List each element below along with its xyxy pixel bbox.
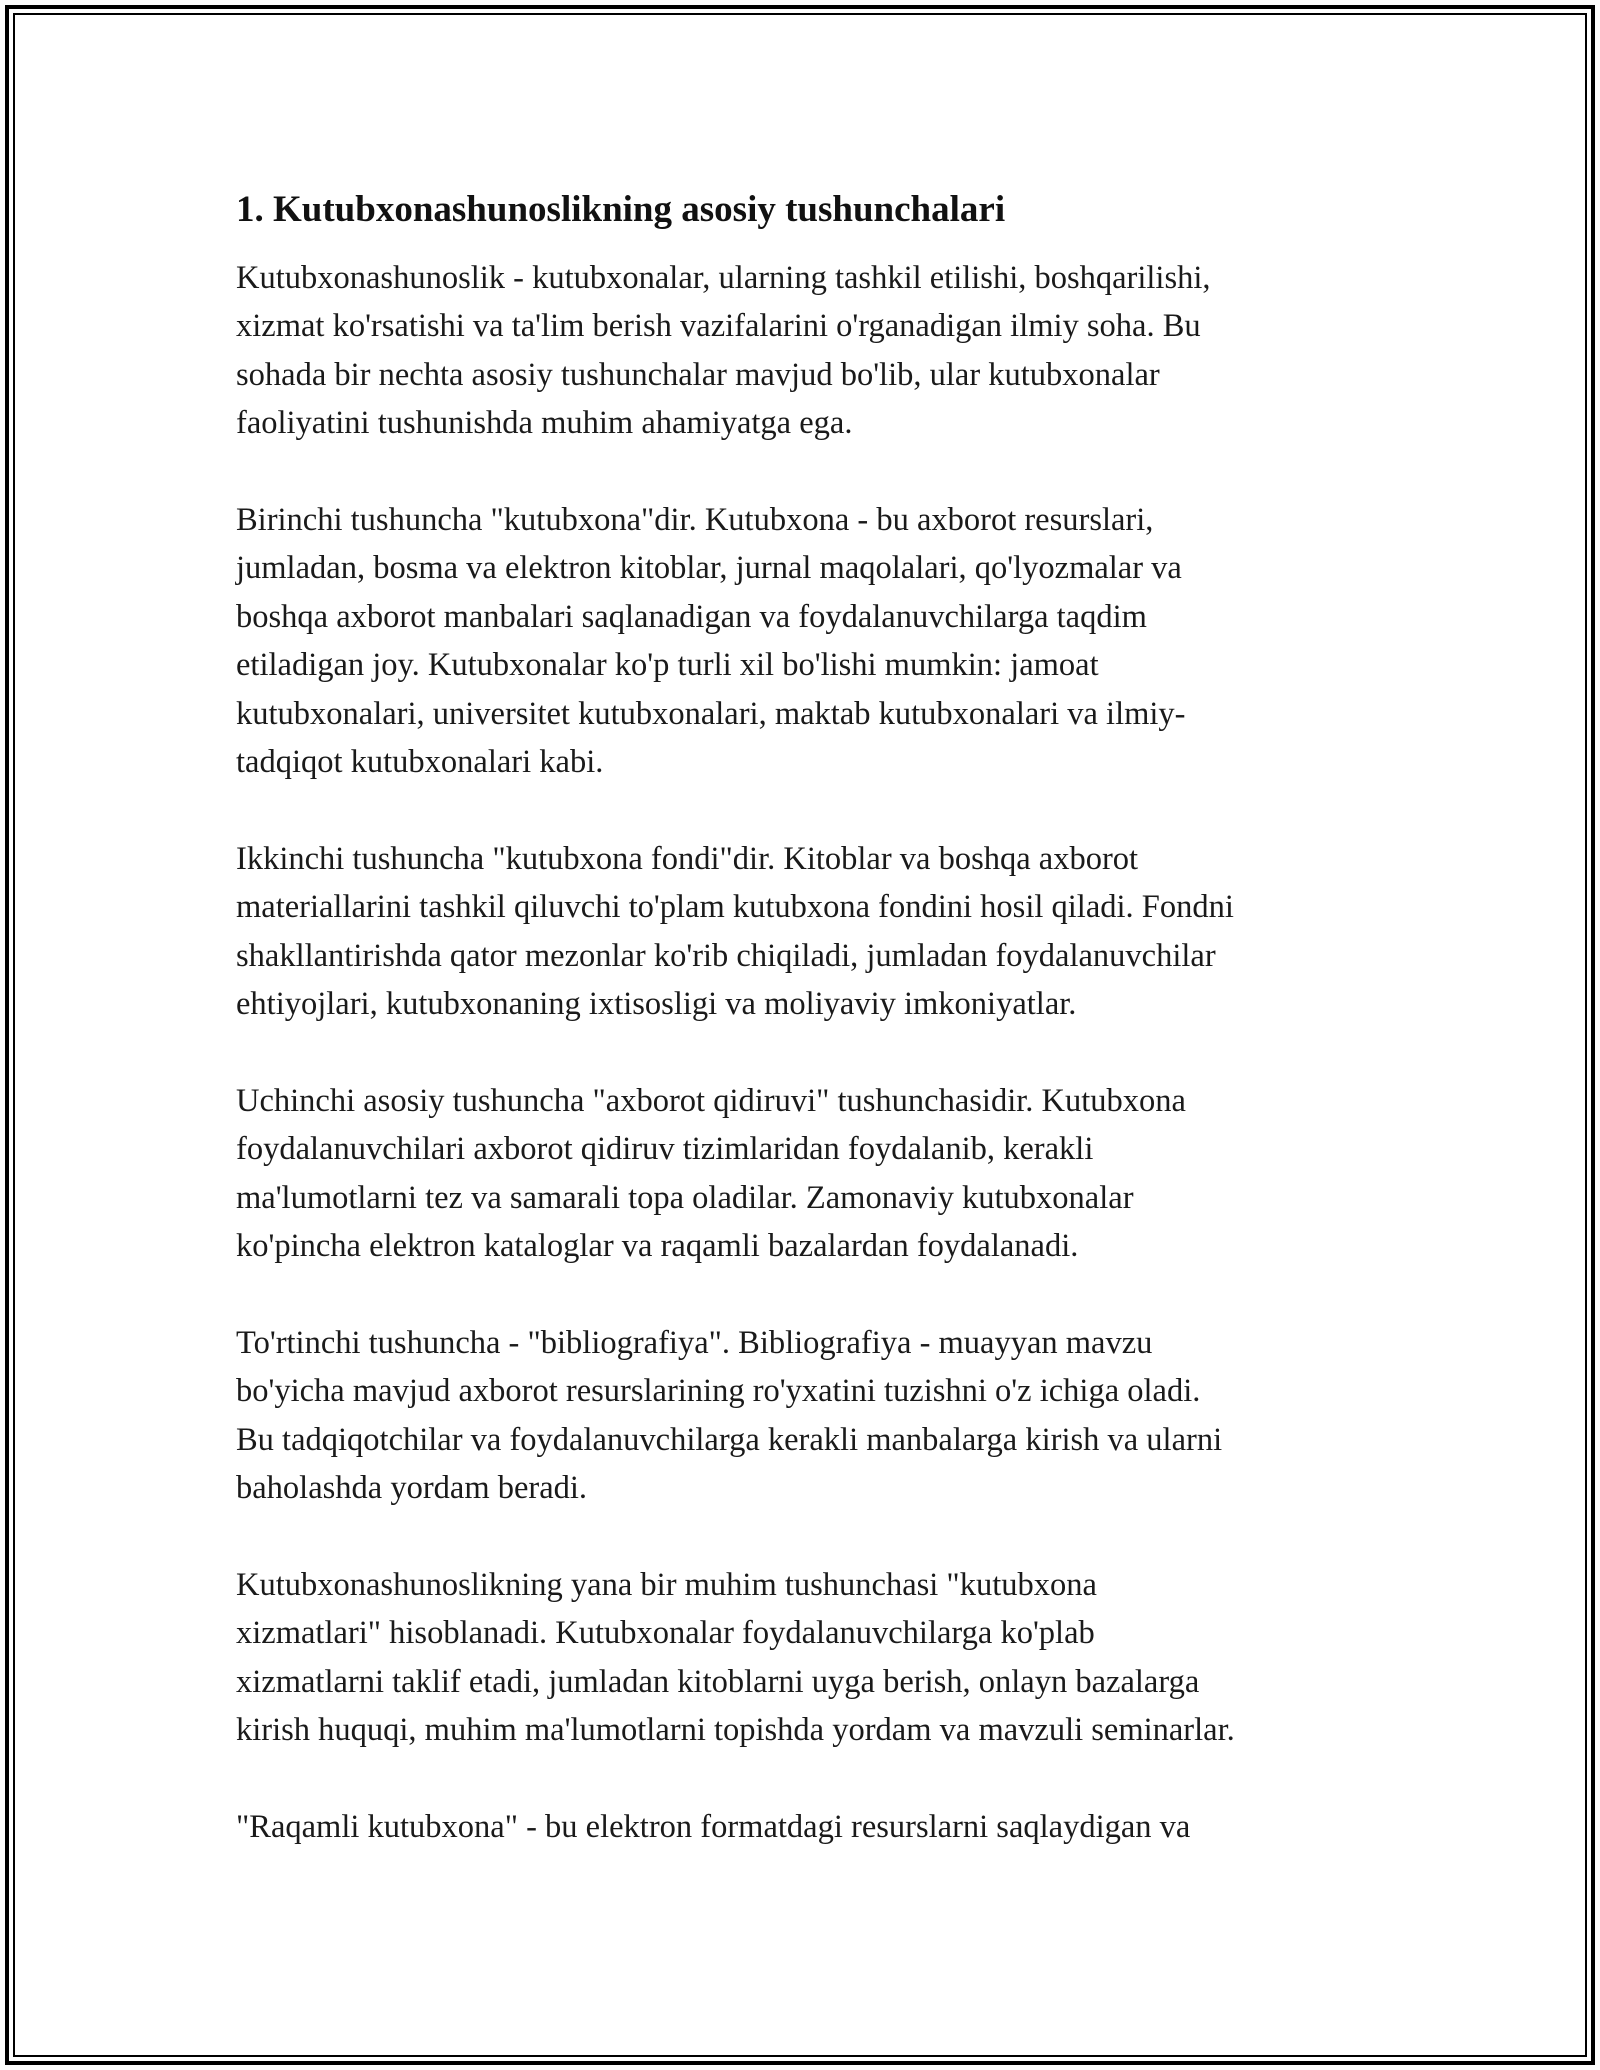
text-line: kirish huquqi, muhim ma'lumotlarni topishda yordam va mavzuli seminarlar. bbox=[236, 1712, 1235, 1749]
text-line: ehtiyojlari, kutubxonaning ixtisosligi va moliyaviy imkoniyatlar. bbox=[236, 986, 1077, 1023]
text-line: materiallarini tashkil qiluvchi to'plam kutubxona fondini hosil qiladi. Fondni bbox=[236, 889, 1234, 926]
text-line: sohada bir nechta asosiy tushunchalar mavjud bo'lib, ular kutubxonalar bbox=[236, 356, 1160, 393]
text-line: xizmatlarni taklif etadi, jumladan kitoblarni uyga berish, onlayn bazalarga bbox=[236, 1663, 1200, 1700]
text-line: foydalanuvchilari axborot qidiruv tizimlaridan foydalanib, kerakli bbox=[236, 1131, 1094, 1168]
text-line: tadqiqot kutubxonalari kabi. bbox=[236, 744, 604, 781]
text-line: boshqa axborot manbalari saqlanadigan va foydalanuvchilarga taqdim bbox=[236, 598, 1147, 635]
text-line: bo'yicha mavjud axborot resurslarining ro'yxatini tuzishni o'z ichiga oladi. bbox=[236, 1373, 1201, 1410]
text-line: kutubxonalari, universitet kutubxonalari, maktab kutubxonalari va ilmiy- bbox=[236, 695, 1186, 732]
text-line: ma'lumotlarni tez va samarali topa oladilar. Zamonaviy kutubxonalar bbox=[236, 1179, 1134, 1216]
paragraph-axborot-qidiruvi bbox=[236, 1077, 1386, 1271]
text-line: "Raqamli kutubxona" - bu elektron formatdagi resurslarni saqlaydigan va bbox=[236, 1808, 1191, 1845]
text-line: Bu tadqiqotchilar va foydalanuvchilarga kerakli manbalarga kirish va ularni bbox=[236, 1421, 1223, 1458]
text-line: Birinchi tushuncha "kutubxona"dir. Kutubxona - bu axborot resurslari, bbox=[236, 502, 1154, 539]
paragraph-bibliografiya bbox=[236, 1319, 1386, 1513]
text-line: baholashda yordam beradi. bbox=[236, 1470, 588, 1507]
text-line: Ikkinchi tushuncha "kutubxona fondi"dir. Kitoblar va boshqa axborot bbox=[236, 840, 1139, 877]
text-line: To'rtinchi tushuncha - "bibliografiya". Bibliografiya - muayyan mavzu bbox=[236, 1324, 1153, 1361]
document-body bbox=[236, 186, 1386, 1900]
paragraph-kutubxona-fondi bbox=[236, 835, 1386, 1029]
paragraph-raqamli-kutubxona bbox=[236, 1803, 1386, 1851]
text-line: xizmatlari" hisoblanadi. Kutubxonalar foydalanuvchilarga ko'plab bbox=[236, 1615, 1095, 1652]
text-line: faoliyatini tushunishda muhim ahamiyatga ega. bbox=[236, 405, 853, 442]
paragraph-kutubxona bbox=[236, 496, 1386, 786]
text-line: Kutubxonashunoslik - kutubxonalar, ularning tashkil etilishi, boshqarilishi, bbox=[236, 260, 1211, 296]
paragraph-intro bbox=[236, 254, 1386, 448]
text-line: xizmat ko'rsatishi va ta'lim berish vazifalarini o'rganadigan ilmiy soha. Bu bbox=[236, 308, 1201, 345]
text-line: Uchinchi asosiy tushuncha "axborot qidiruvi" tushunchasidir. Kutubxona bbox=[236, 1082, 1186, 1119]
text-line: jumladan, bosma va elektron kitoblar, jurnal maqolalari, qo'lyozmalar va bbox=[236, 550, 1182, 587]
text-line: shakllantirishda qator mezonlar ko'rib chiqiladi, jumladan foydalanuvchilar bbox=[236, 937, 1216, 974]
text-line: ko'pincha elektron kataloglar va raqamli bazalardan foydalanadi. bbox=[236, 1228, 1079, 1265]
text-line: etiladigan joy. Kutubxonalar ko'p turli xil bo'lishi mumkin: jamoat bbox=[236, 647, 1099, 684]
text-line: Kutubxonashunoslikning yana bir muhim tushunchasi "kutubxona bbox=[236, 1566, 1097, 1603]
paragraph-kutubxona-xizmatlari bbox=[236, 1561, 1386, 1755]
section-heading: 1. Kutubxonashunoslikning asosiy tushunchalari bbox=[236, 189, 1006, 230]
